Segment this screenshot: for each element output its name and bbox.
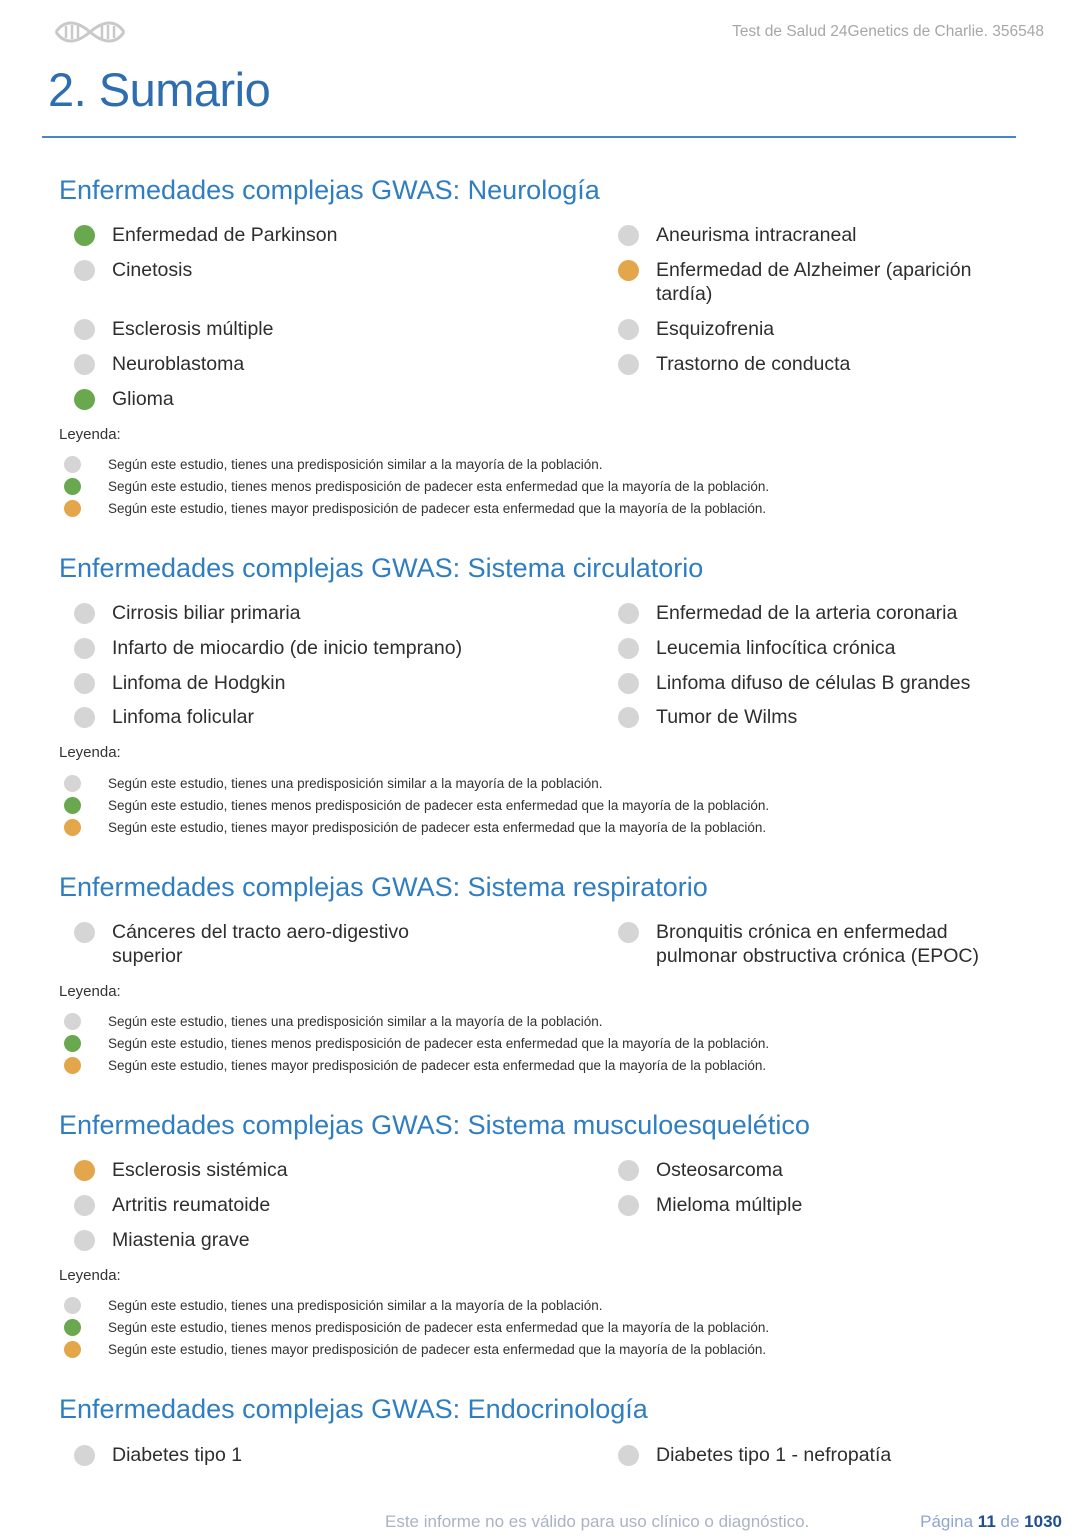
status-dot-icon (74, 673, 95, 694)
result-item (74, 354, 472, 376)
status-dot-icon (618, 225, 639, 246)
status-dot-icon (74, 260, 95, 281)
orange-dot-icon (64, 1341, 81, 1358)
green-dot-icon (64, 1035, 81, 1052)
result-item (618, 225, 1016, 247)
result-label: Cánceres del tracto aero-digestivo superior (112, 921, 409, 967)
legend-row (64, 456, 603, 473)
legend-text: Según este estudio, tienes menos predisposición de padecer esta enfermedad que la mayoría de la población. (108, 1036, 770, 1051)
legend-text: Según este estudio, tienes mayor predisposición de padecer esta enfermedad que la mayoría de la población. (108, 1342, 767, 1357)
status-dot-icon (618, 1445, 639, 1466)
result-label: Mieloma múltiple (656, 1194, 803, 1216)
legend-row (64, 1035, 769, 1052)
legend-text: Según este estudio, tienes una predisposición similar a la mayoría de la población. (108, 776, 603, 791)
result-label: Glioma (112, 388, 174, 410)
result-label: Infarto de miocardio (de inicio temprano) (112, 637, 463, 659)
result-label: Cirrosis biliar primaria (112, 602, 301, 624)
status-dot-icon (74, 1230, 95, 1251)
gray-dot-icon (64, 775, 81, 792)
result-label: Enfermedad de Parkinson (112, 224, 338, 246)
legend-row (64, 1013, 603, 1030)
status-dot-icon (618, 707, 639, 728)
result-item (74, 603, 472, 625)
status-dot-icon (618, 354, 639, 375)
status-dot-icon (618, 260, 639, 281)
result-item (618, 1445, 1016, 1467)
section-title: Enfermedades complejas GWAS: Sistema musculoesquelético (59, 1110, 810, 1140)
legend-row (64, 797, 769, 814)
result-item (618, 1160, 1016, 1182)
result-item (74, 225, 472, 247)
legend-text: Según este estudio, tienes mayor predisposición de padecer esta enfermedad que la mayoría de la población. (108, 501, 767, 516)
disclaimer: Este informe no es válido para uso clínico o diagnóstico. (385, 1512, 810, 1531)
legend-text: Según este estudio, tienes menos predisposición de padecer esta enfermedad que la mayoría de la población. (108, 1320, 770, 1335)
page-current: 11 (977, 1512, 996, 1531)
status-dot-icon (618, 638, 639, 659)
result-item (618, 603, 1016, 625)
section-title: Enfermedades complejas GWAS: Neurología (59, 175, 600, 205)
result-item (74, 1195, 472, 1217)
result-label: Leucemia linfocítica crónica (656, 637, 896, 659)
status-dot-icon (618, 603, 639, 624)
legend-text: Según este estudio, tienes una predisposición similar a la mayoría de la población. (108, 1298, 603, 1313)
legend-row (64, 1297, 603, 1314)
dna-logo-icon (54, 20, 126, 44)
result-label: Aneurisma intracraneal (656, 224, 857, 246)
page-word: Página (920, 1512, 974, 1531)
gray-dot-icon (64, 1013, 81, 1030)
page-title: 2. Sumario (48, 63, 271, 116)
result-item (618, 354, 1016, 376)
status-dot-icon (618, 319, 639, 340)
status-dot-icon (74, 319, 95, 340)
page-footer (0, 1512, 1086, 1534)
page-number (920, 1512, 1062, 1532)
page-total: 1030 (1024, 1512, 1062, 1531)
section-title: Enfermedades complejas GWAS: Sistema respiratorio (59, 872, 708, 902)
result-label: Linfoma folicular (112, 706, 254, 728)
result-label: Diabetes tipo 1 - nefropatía (656, 1444, 892, 1466)
result-label: Neuroblastoma (112, 353, 245, 375)
result-item (74, 1445, 472, 1467)
green-dot-icon (64, 478, 81, 495)
orange-dot-icon (64, 500, 81, 517)
result-label: Esclerosis múltiple (112, 318, 274, 340)
gray-dot-icon (64, 1297, 81, 1314)
result-item (618, 707, 1016, 729)
status-dot-icon (618, 1195, 639, 1216)
result-item (74, 389, 472, 411)
green-dot-icon (64, 797, 81, 814)
result-item (618, 319, 1016, 341)
green-dot-icon (64, 1319, 81, 1336)
legend-row (64, 500, 766, 517)
status-dot-icon (74, 389, 95, 410)
title-divider (42, 136, 1016, 138)
result-item (74, 260, 472, 282)
result-label: Linfoma de Hodgkin (112, 672, 286, 694)
result-item (618, 260, 1016, 306)
result-label: Linfoma difuso de células B grandes (656, 672, 971, 694)
result-label: Enfermedad de Alzheimer (aparición tardía) (656, 259, 972, 305)
status-dot-icon (618, 1160, 639, 1181)
result-item (618, 922, 1016, 968)
orange-dot-icon (64, 1057, 81, 1074)
status-dot-icon (618, 922, 639, 943)
status-dot-icon (74, 638, 95, 659)
result-item (618, 673, 1016, 695)
legend-title: Leyenda: (59, 426, 121, 443)
result-item (74, 707, 472, 729)
legend-row (64, 775, 603, 792)
legend-title: Leyenda: (59, 983, 121, 1000)
legend-row (64, 1057, 766, 1074)
result-item (74, 1160, 472, 1182)
status-dot-icon (74, 603, 95, 624)
section-title: Enfermedades complejas GWAS: Endocrinología (59, 1394, 648, 1424)
legend-row (64, 1341, 766, 1358)
result-label: Esquizofrenia (656, 318, 775, 340)
section-title: Enfermedades complejas GWAS: Sistema circulatorio (59, 553, 704, 583)
legend-text: Según este estudio, tienes una predisposición similar a la mayoría de la población. (108, 1014, 603, 1029)
result-item (74, 1230, 472, 1252)
legend-text: Según este estudio, tienes menos predisposición de padecer esta enfermedad que la mayoría de la población. (108, 798, 770, 813)
result-label: Enfermedad de la arteria coronaria (656, 602, 958, 624)
legend-row (64, 1319, 769, 1336)
status-dot-icon (74, 225, 95, 246)
status-dot-icon (74, 922, 95, 943)
result-label: Trastorno de conducta (656, 353, 851, 375)
result-label: Tumor de Wilms (656, 706, 798, 728)
result-item (74, 922, 442, 968)
status-dot-icon (74, 1160, 95, 1181)
result-item (74, 319, 472, 341)
legend-row (64, 478, 769, 495)
result-label: Cinetosis (112, 259, 193, 281)
result-label: Esclerosis sistémica (112, 1159, 288, 1181)
legend-row (64, 819, 766, 836)
result-label: Artritis reumatoide (112, 1194, 271, 1216)
legend-text: Según este estudio, tienes mayor predisposición de padecer esta enfermedad que la mayoría de la población. (108, 1058, 767, 1073)
result-item (618, 638, 1016, 660)
result-item (618, 1195, 1016, 1217)
report-title: Test de Salud 24Genetics de Charlie. 356548 (732, 23, 1044, 40)
result-item (74, 673, 472, 695)
status-dot-icon (74, 1445, 95, 1466)
legend-title: Leyenda: (59, 744, 121, 761)
status-dot-icon (74, 354, 95, 375)
page-of: de (1000, 1512, 1020, 1531)
status-dot-icon (74, 707, 95, 728)
result-label: Miastenia grave (112, 1229, 250, 1251)
legend-title: Leyenda: (59, 1267, 121, 1284)
legend-text: Según este estudio, tienes menos predisposición de padecer esta enfermedad que la mayoría de la población. (108, 479, 770, 494)
orange-dot-icon (64, 819, 81, 836)
result-item (74, 638, 472, 660)
legend-text: Según este estudio, tienes mayor predisposición de padecer esta enfermedad que la mayoría de la población. (108, 820, 767, 835)
result-label: Bronquitis crónica en enfermedad pulmonar obstructiva crónica (EPOC) (656, 921, 979, 967)
legend-text: Según este estudio, tienes una predisposición similar a la mayoría de la población. (108, 457, 603, 472)
result-label: Osteosarcoma (656, 1159, 783, 1181)
status-dot-icon (618, 673, 639, 694)
status-dot-icon (74, 1195, 95, 1216)
gray-dot-icon (64, 456, 81, 473)
result-label: Diabetes tipo 1 (112, 1444, 243, 1466)
